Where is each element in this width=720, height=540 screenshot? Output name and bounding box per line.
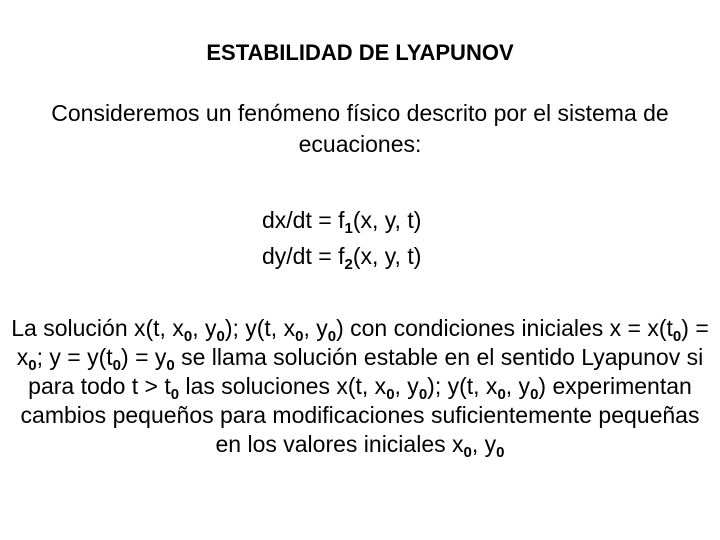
equation-dx <box>262 202 562 238</box>
equation-lhs: dx/dt = f <box>262 207 345 233</box>
text-segment: las soluciones x(t, x <box>179 373 387 399</box>
text-segment: , y <box>192 315 217 341</box>
intro-paragraph: Consideremos un fenómeno físico descrito por el sistema de ecuaciones: <box>51 100 669 157</box>
subscript: 0 <box>170 386 180 403</box>
text-segment: ) = x <box>16 315 709 370</box>
subscript: 0 <box>216 328 225 345</box>
equation-dy <box>262 238 562 274</box>
subscript: 0 <box>112 357 122 374</box>
subscript: 2 <box>344 256 353 273</box>
subscript: 0 <box>183 328 193 345</box>
text-segment: , y <box>471 431 497 457</box>
text-segment: ); y(t, x <box>224 315 296 341</box>
subscript: 0 <box>496 444 505 461</box>
subscript: 0 <box>530 386 539 403</box>
subscript: 0 <box>28 357 37 374</box>
subscript: 0 <box>418 386 428 403</box>
subscript: 0 <box>672 328 682 345</box>
subscript: 0 <box>295 328 304 345</box>
text-segment: ) con condiciones iniciales x = x(t <box>336 315 673 341</box>
equation-system <box>262 202 562 274</box>
text-segment: ); y(t, x <box>427 373 498 399</box>
stability-definition-paragraph <box>6 314 714 459</box>
text-segment: se llama solución estable en el sentido Lyapunov si para todo t > t <box>28 344 704 399</box>
subscript: 0 <box>386 386 395 403</box>
text-segment: , y <box>394 373 419 399</box>
text-segment: ; y = y(t <box>36 344 113 370</box>
subscript: 0 <box>497 386 506 403</box>
slide-title: ESTABILIDAD DE LYAPUNOV <box>206 40 514 65</box>
subscript: 0 <box>166 357 175 374</box>
text-segment: , y <box>303 315 328 341</box>
equation-lhs: dy/dt = f <box>262 243 345 269</box>
subscript: 1 <box>344 220 353 237</box>
subscript: 0 <box>463 444 472 461</box>
text-segment: ) experimentan cambios pequeños para modificaciones suficientemente pequeñas en los valores iniciales x <box>20 373 700 457</box>
text-segment: , y <box>505 373 531 399</box>
equation-rhs: (x, y, t) <box>352 243 422 269</box>
text-segment: La solución x(t, x <box>11 315 184 341</box>
subscript: 0 <box>327 328 337 345</box>
equation-rhs: (x, y, t) <box>352 207 422 233</box>
text-segment: ) = y <box>121 344 167 370</box>
